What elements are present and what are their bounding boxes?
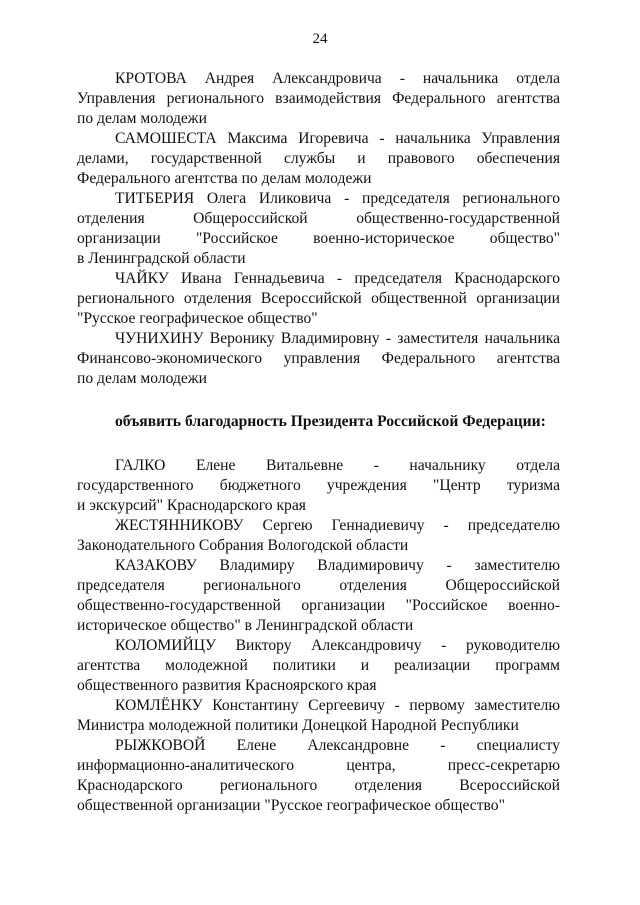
award-list-group-1: [77, 69, 560, 389]
entry-name-line: КРОТОВА Андрея Александровича - начальника отдела: [115, 70, 560, 87]
section-heading: объявить благодарность Президента Российской Федерации:: [115, 413, 546, 430]
entry-text-line: регионального отделения Всероссийской общественной организации: [77, 290, 560, 307]
entry-text-line: историческое общество" в Ленинградской области: [77, 617, 414, 634]
entry-name-line: ЧУНИХИНУ Веронику Владимировну - заместителя начальника: [115, 330, 560, 347]
entry-name-line: КОМЛЁНКУ Константину Сергеевичу - первому заместителю: [115, 697, 560, 714]
entry-text-line: общественной организации "Русское географическое общество": [77, 797, 505, 814]
entry-text-line: общественного развития Красноярского края: [77, 677, 377, 694]
entry-text-line: Министра молодежной политики Донецкой Народной Республики: [77, 717, 519, 734]
entry-name-line: ЖЕСТЯННИКОВУ Сергею Геннадиевичу - председателю: [115, 517, 560, 534]
page-number: 24: [312, 31, 328, 47]
entry-name-line: САМОШЕСТА Максима Игоревича - начальника Управления: [115, 130, 560, 147]
award-entry: [77, 269, 560, 329]
award-entry: [77, 456, 560, 516]
award-entry: [77, 736, 560, 816]
entry-text-line: Краснодарского регионального отделения Всероссийской: [77, 777, 560, 794]
entry-text-line: председателя регионального отделения Общероссийской: [77, 577, 560, 594]
entry-text-line: общественно-государственной организации "Российское военно-: [77, 597, 560, 614]
award-entry: [77, 696, 560, 736]
award-entry: [77, 129, 560, 189]
entry-name-line: ТИТБЕРИЯ Олега Иликовича - председателя регионального: [115, 190, 560, 207]
award-entry: [77, 636, 560, 696]
entry-name-line: КАЗАКОВУ Владимиру Владимировичу - заместителю: [115, 557, 560, 574]
award-entry: [77, 516, 560, 556]
award-entry: [77, 556, 560, 636]
entry-text-line: Законодательного Собрания Вологодской области: [77, 537, 409, 554]
entry-name-line: КОЛОМИЙЦУ Виктору Александровичу - руководителю: [115, 637, 560, 654]
entry-text-line: отделения Общероссийской общественно-государственной: [77, 210, 560, 227]
entry-text-line: Федерального агентства по делам молодежи: [77, 170, 372, 187]
entry-text-line: информационно-аналитического центра, пресс-секретарю: [77, 757, 560, 774]
award-entry: [77, 69, 560, 129]
entry-text-line: делами, государственной службы и правового обеспечения: [77, 150, 560, 167]
entry-text-line: Финансово-экономического управления Федерального агентства: [77, 350, 560, 367]
award-entry: [77, 189, 560, 269]
entry-name-line: ГАЛКО Елене Витальевне - начальнику отдела: [115, 457, 560, 474]
entry-name-line: ЧАЙКУ Ивана Геннадьевича - председателя Краснодарского: [115, 270, 560, 287]
entry-text-line: Управления регионального взаимодействия Федерального агентства: [77, 90, 560, 107]
entry-text-line: в Ленинградской области: [77, 250, 246, 267]
entry-text-line: по делам молодежи: [77, 110, 207, 127]
entry-text-line: "Русское географическое общество": [77, 310, 318, 327]
entry-text-line: агентства молодежной политики и реализации программ: [77, 657, 560, 674]
entry-text-line: организации "Российское военно-историческое общество": [77, 230, 560, 247]
entry-text-line: по делам молодежи: [77, 370, 207, 387]
award-entry: [77, 329, 560, 389]
award-list-group-2: [77, 456, 560, 816]
entry-text-line: государственного бюджетного учреждения "Центр туризма: [77, 477, 560, 494]
entry-text-line: и экскурсий" Краснодарского края: [77, 497, 306, 514]
entry-name-line: РЫЖКОВОЙ Елене Александровне - специалисту: [115, 737, 560, 754]
